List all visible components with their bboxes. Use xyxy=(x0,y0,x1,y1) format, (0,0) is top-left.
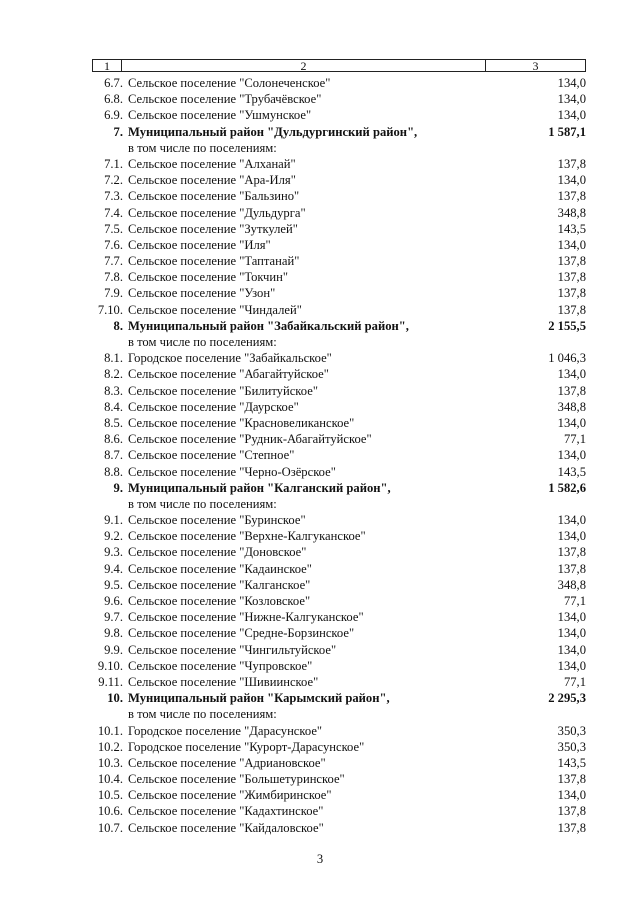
table-row xyxy=(92,447,586,463)
row-number: 8.5. xyxy=(104,415,123,430)
page-number: 3 xyxy=(316,852,324,866)
table-row xyxy=(92,205,586,221)
row-value: 348,8 xyxy=(557,577,586,592)
table-row xyxy=(92,334,586,350)
row-name: Сельское поселение "Чингильтуйское" xyxy=(128,642,337,657)
row-number: 9.8. xyxy=(104,626,123,641)
table-row xyxy=(92,544,586,560)
table-row xyxy=(92,464,586,480)
table-row xyxy=(92,496,586,512)
row-number: 10.5. xyxy=(97,788,123,803)
table-row xyxy=(92,609,586,625)
row-name: Сельское поселение "Адриановское" xyxy=(128,755,326,770)
row-number: 9.3. xyxy=(104,545,123,560)
row-value: 1 587,1 xyxy=(548,124,586,139)
row-number: 7.8. xyxy=(104,270,123,285)
table-row xyxy=(92,755,586,771)
row-name: Муниципальный район "Забайкальский район", xyxy=(128,318,409,333)
row-name: Сельское поселение "Козловское" xyxy=(128,594,311,608)
row-value: 1 046,3 xyxy=(548,351,586,366)
row-name: Сельское поселение "Таптанай" xyxy=(128,254,300,269)
row-name: Сельское поселение "Верхне-Калгуканское" xyxy=(128,529,366,544)
row-name: в том числе по поселениям: xyxy=(128,140,277,155)
table-row xyxy=(92,642,586,658)
table-row xyxy=(92,561,586,577)
row-value: 134,0 xyxy=(557,529,586,544)
row-number: 8. xyxy=(113,318,123,333)
row-name: в том числе по поселениям: xyxy=(128,496,277,511)
row-value: 77,1 xyxy=(563,674,586,689)
table-row xyxy=(92,350,586,366)
row-name: Сельское поселение "Абагайтуйское" xyxy=(128,367,329,382)
row-name: Муниципальный район "Карымский район", xyxy=(128,691,390,706)
row-number: 9.10. xyxy=(97,658,123,673)
row-value: 134,0 xyxy=(557,658,586,673)
row-name: Сельское поселение "Ара-Иля" xyxy=(128,173,296,188)
row-name: Сельское поселение "Алханай" xyxy=(128,156,296,171)
row-name: Сельское поселение "Чупровское" xyxy=(128,658,313,673)
row-value: 348,8 xyxy=(557,399,586,414)
row-number: 7.5. xyxy=(104,221,123,236)
row-name: Городское поселение "Забайкальское" xyxy=(128,351,332,366)
row-value: 134,0 xyxy=(557,610,586,625)
row-value: 134,0 xyxy=(557,415,586,430)
row-number: 9.9. xyxy=(104,642,123,657)
row-number: 8.2. xyxy=(104,367,123,382)
row-value: 134,0 xyxy=(557,788,586,803)
table-row xyxy=(92,366,586,382)
row-number: 7.9. xyxy=(104,286,123,301)
header-col-1: 1 xyxy=(93,60,122,71)
table-row xyxy=(92,593,586,609)
row-number: 10.3. xyxy=(97,755,123,770)
row-number: 7.1. xyxy=(104,156,123,171)
row-number: 9.6. xyxy=(104,594,123,608)
table-row xyxy=(92,140,586,156)
row-name: Сельское поселение "Красновеликанское" xyxy=(128,415,355,430)
row-value: 137,8 xyxy=(557,804,586,819)
row-value: 2 295,3 xyxy=(548,691,586,706)
row-name: Сельское поселение "Нижне-Калгуканское" xyxy=(128,610,364,625)
table-body xyxy=(92,75,586,836)
row-number: 8.1. xyxy=(104,351,123,366)
row-number: 10.6. xyxy=(97,804,123,819)
row-name: Муниципальный район "Дульдургинский район", xyxy=(128,124,418,139)
row-value: 143,5 xyxy=(557,221,586,236)
row-name: Сельское поселение "Степное" xyxy=(128,448,295,463)
row-name: Сельское поселение "Даурское" xyxy=(128,399,299,414)
row-value: 137,8 xyxy=(557,189,586,204)
table-row xyxy=(92,302,586,318)
row-value: 137,8 xyxy=(557,383,586,398)
row-name: в том числе по поселениям: xyxy=(128,335,277,349)
row-value: 137,8 xyxy=(557,561,586,576)
row-number: 8.3. xyxy=(104,383,123,398)
table-row xyxy=(92,771,586,787)
row-value: 137,8 xyxy=(557,772,586,787)
row-name: Сельское поселение "Кадаинское" xyxy=(128,561,312,576)
row-number: 9.4. xyxy=(104,561,123,576)
table-row xyxy=(92,431,586,447)
row-name: Муниципальный район "Калганский район", xyxy=(128,480,391,495)
district-row xyxy=(92,318,586,334)
table-row xyxy=(92,75,586,91)
row-value: 348,8 xyxy=(557,205,586,220)
row-name: Сельское поселение "Солонеченское" xyxy=(128,76,331,90)
row-number: 6.7. xyxy=(104,76,123,90)
table-header xyxy=(92,59,586,72)
row-number: 7.2. xyxy=(104,173,123,188)
row-value: 77,1 xyxy=(563,432,586,447)
row-name: Сельское поселение "Шивиинское" xyxy=(128,674,319,689)
table-row xyxy=(92,625,586,641)
row-value: 143,5 xyxy=(557,755,586,770)
header-col-2: 2 xyxy=(122,60,486,71)
table-row xyxy=(92,399,586,415)
table-row xyxy=(92,91,586,107)
row-value: 134,0 xyxy=(557,367,586,382)
table-row xyxy=(92,577,586,593)
table-row xyxy=(92,528,586,544)
row-value: 137,8 xyxy=(557,820,586,835)
row-number: 9.5. xyxy=(104,577,123,592)
row-number: 7. xyxy=(113,124,123,139)
row-name: Сельское поселение "Средне-Борзинское" xyxy=(128,626,355,641)
row-number: 10.7. xyxy=(97,820,123,835)
row-value: 134,0 xyxy=(557,76,586,90)
row-name: Сельское поселение "Буринское" xyxy=(128,513,306,528)
table-row xyxy=(92,285,586,301)
district-row xyxy=(92,480,586,496)
header-col-3: 3 xyxy=(532,59,539,73)
row-number: 10.2. xyxy=(97,739,123,754)
row-number: 7.10. xyxy=(97,302,123,317)
row-number: 10.4. xyxy=(97,772,123,787)
row-number: 7.7. xyxy=(104,254,123,269)
row-number: 9.11. xyxy=(98,674,123,689)
row-name: Сельское поселение "Ушмунское" xyxy=(128,108,312,123)
table-row xyxy=(92,820,586,836)
row-value: 134,0 xyxy=(557,626,586,641)
row-name: Сельское поселение "Черно-Озёрское" xyxy=(128,464,336,479)
row-name: Сельское поселение "Кайдаловское" xyxy=(128,820,324,835)
row-value: 137,8 xyxy=(557,286,586,301)
row-name: Сельское поселение "Трубачёвское" xyxy=(128,92,322,107)
row-value: 143,5 xyxy=(557,464,586,479)
district-row xyxy=(92,124,586,140)
row-name: Сельское поселение "Токчин" xyxy=(128,270,288,285)
row-value: 137,8 xyxy=(557,545,586,560)
row-number: 9. xyxy=(113,480,123,495)
row-number: 10.1. xyxy=(97,723,123,738)
row-name: Сельское поселение "Доновское" xyxy=(128,545,307,560)
district-row xyxy=(92,690,586,706)
row-value: 350,3 xyxy=(557,739,586,754)
row-value: 134,0 xyxy=(557,448,586,463)
row-number: 8.4. xyxy=(104,399,123,414)
row-number: 6.8. xyxy=(104,92,123,107)
row-name: Сельское поселение "Рудник-Абагайтуйское" xyxy=(128,432,372,447)
row-name: Сельское поселение "Калганское" xyxy=(128,577,311,592)
row-name: Сельское поселение "Билитуйское" xyxy=(128,383,318,398)
row-value: 134,0 xyxy=(557,173,586,188)
table-row xyxy=(92,803,586,819)
row-number: 6.9. xyxy=(104,108,123,123)
row-number: 10. xyxy=(107,691,123,706)
row-value: 134,0 xyxy=(557,237,586,252)
row-name: в том числе по поселениям: xyxy=(128,707,277,722)
row-number: 8.6. xyxy=(104,432,123,447)
table-row xyxy=(92,787,586,803)
row-value: 137,8 xyxy=(557,302,586,317)
row-number: 9.1. xyxy=(104,513,123,528)
row-name: Сельское поселение "Чиндалей" xyxy=(128,302,302,317)
row-value: 134,0 xyxy=(557,108,586,123)
table-row xyxy=(92,221,586,237)
table-row xyxy=(92,658,586,674)
row-name: Сельское поселение "Дульдурга" xyxy=(128,205,306,220)
row-number: 7.3. xyxy=(104,189,123,204)
row-name: Городское поселение "Дарасунское" xyxy=(128,723,323,738)
row-value: 137,8 xyxy=(557,270,586,285)
table-row xyxy=(92,674,586,690)
table-row xyxy=(92,253,586,269)
row-value: 137,8 xyxy=(557,254,586,269)
row-number: 7.6. xyxy=(104,237,123,252)
row-value: 137,8 xyxy=(557,156,586,171)
row-name: Сельское поселение "Жимбиринское" xyxy=(128,788,332,803)
row-name: Сельское поселение "Узон" xyxy=(128,286,276,301)
row-number: 8.7. xyxy=(104,448,123,463)
row-number: 8.8. xyxy=(104,464,123,479)
table-row xyxy=(92,512,586,528)
table-row xyxy=(92,237,586,253)
row-value: 350,3 xyxy=(557,723,586,738)
row-value: 134,0 xyxy=(557,513,586,528)
table-row xyxy=(92,107,586,123)
row-value: 2 155,5 xyxy=(548,318,586,333)
table-row xyxy=(92,269,586,285)
row-value: 77,1 xyxy=(563,594,586,608)
row-number: 9.7. xyxy=(104,610,123,625)
row-value: 134,0 xyxy=(557,642,586,657)
table-row xyxy=(92,156,586,172)
table-row xyxy=(92,383,586,399)
row-name: Сельское поселение "Большетуринское" xyxy=(128,772,345,787)
row-number: 7.4. xyxy=(104,205,123,220)
table-row xyxy=(92,739,586,755)
row-name: Сельское поселение "Кадахтинское" xyxy=(128,804,324,819)
table-row xyxy=(92,172,586,188)
table-row xyxy=(92,723,586,739)
row-number: 9.2. xyxy=(104,529,123,544)
row-value: 134,0 xyxy=(557,92,586,107)
row-name: Сельское поселение "Зуткулей" xyxy=(128,221,298,236)
table-row xyxy=(92,706,586,722)
row-name: Сельское поселение "Бальзино" xyxy=(128,189,300,204)
row-name: Сельское поселение "Иля" xyxy=(128,237,271,252)
row-value: 1 582,6 xyxy=(548,480,586,495)
table-row xyxy=(92,188,586,204)
table-row xyxy=(92,415,586,431)
row-name: Городское поселение "Курорт-Дарасунское" xyxy=(128,739,365,754)
